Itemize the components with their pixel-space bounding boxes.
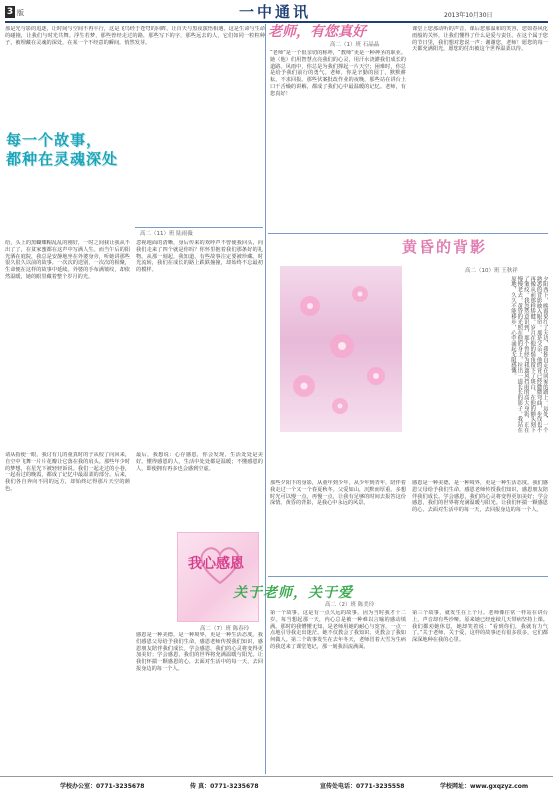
story-heading: [6, 131, 126, 169]
footer-website[interactable]: 学校网址：www.gxqzyz.com: [440, 783, 529, 790]
dusk-photo-caption: [280, 434, 402, 474]
issue-date: 2013年10月30日: [444, 12, 493, 19]
dusk-verse: 夕阳西下，晚霞染红了天边，我独自走在回家的路上。远处，一个熟悉的背影映入眼帘。那是父亲，他的背已经微微弯曲，步伐也不再像从前那样矫健。岁月在他的鬓角留下了斑白，在他的额头刻下了皱纹。我忽然意识到，那个曾经为我遮风挡雨的高大身影，正在慢慢老去。黄昏的光照在他的身上，拉出一道长长的影子。我站在原地，久久不能移步，心中涌起无限感慨。: [509, 276, 548, 433]
story-byline-rule: [135, 227, 263, 228]
dusk-title: 黄昏的背影: [402, 238, 488, 256]
teacher-body-left: “老师”是一个很亲切的称呼，“教师”更是一种神圣的职业。她（他）们用智慧点亮我们的心灵，用汗水浇灌我们成长的道路。风雨中，你总是为我们撑起一片天空；困难时，你总是给予我们前行的勇气。老师，你是辛勤的园丁，默默耕耘，不求回报。那些伏案批改作业的夜晚，那些站在讲台上口干舌燥的讲解，都成了我们心中最温暖的记忆。老师，有您真好！: [270, 50, 406, 97]
footer-fax: 传 真：0771-3235678: [190, 783, 259, 790]
teacher-body-right: 课堂上您那动听的声音，课后您那温和的笑容，您如春风化雨般的关怀，让我们懂得了什么是爱与责任。在这个属于您的节日里，我们想对您说一声：谢谢您，老师！愿您的每一天都充满阳光，愿您的付出被这个世界温柔以待。: [412, 26, 548, 53]
gratitude-heart-graphic: [177, 532, 259, 622]
bottom-body-right: 第三个故事，就发生在上个月。老师像往常一样站在讲台上，声音却有些沙哑。原来她已经连续几天带病坚持上课。我们都劝她休息，她却笑着说：“看到你们，我就有力气了。”关于老师，关于爱，这样的故事还有很多很多，它们都深深地种在我的心里。: [412, 610, 548, 644]
dusk-body-left: 那些夕阳下的身影，从童年到少年，从少年到青年，陪伴着我走过一个又一个春夏秋冬。父爱如山，沉默而厚重。多想时光可以慢一点，再慢一点，让我有足够的时间去报答这份深情。黄昏的背影，是我心中永远的风景。: [270, 480, 406, 507]
bottom-byline: 高二（2）班 陈美玲: [325, 602, 375, 608]
page-number-badge: 3: [6, 7, 14, 17]
gratitude-intro-text: 最后，我想说：心存感恩，你会发现，生活处处是美好。懂得感恩的人，生活中处处都是温暖；不懂感恩的人，即使拥有再多也会感到空虚。: [136, 452, 263, 472]
story-title-line1: 每一个故事，: [6, 131, 103, 149]
gratitude-body-right: 感恩是一种美德，是一种境界，更是一种生活态度。我们感恩父母给予我们生命，感恩老师传授我们知识，感恩朋友陪伴我们成长。学会感恩，我们的心灵将变得更加美好；学会感恩，我们的世界将充满温暖与阳光。让我们怀揣一颗感恩的心，去面对生活中的每一天，去回报身边的每一个人。: [412, 480, 548, 514]
masthead-title: 一中通讯: [238, 3, 311, 21]
section-divider-1: [268, 233, 548, 234]
story-body-mid: 忽视地面的清晰，身后传来的欢呼声不曾使我回头，向我们走来了四个就是你吗？你怀里抱着我们那条好的礼物。从那一刻起，我知道，有些故事注定要被珍藏。时光流转，我们在成长的路上跌跌撞撞，却始终不忘最初的模样。: [136, 240, 263, 274]
bottom-body-left: 第一个故事，这是有一点久远的故事。因为当时我才十二岁。每当想起那一天，内心总是被一种难以言喻的感动填满。那时的我懵懂无知，是老师用她的耐心与宽容，一点一点地引导我走出迷茫。她不仅教会了我知识，更教会了我如何做人。第二个故事发生在去年冬天，老师冒着大雪为生病的我送来了课堂笔记，那一刻我泪流满面。: [270, 610, 406, 650]
story-intro-text: 那是光与影的追逐，让时间与空间不再平行，这是飞鸟经于苍穹的回眸，让百天与黑夜演悟相遇，这是生命与生命的碰撞，让我们与时光共舞。浮生若梦，那些曾经走过的路，那些写下的字，那些远去的人，它们如同一粒粒种子，被埋藏在灵魂的深处，在某一个不经意的瞬间，悄然发芽。: [5, 26, 265, 46]
story-title-line2: 都种在灵魂深处: [6, 150, 119, 168]
story-body-left: 给，头上的黑蝴蝶帽乱乱的刚好，一时之间我让我从不出了了，在贫家蜜都在这声中写满人生。而当午后的阳光洒在庭院，我总是安静地坐在外婆身旁，听她讲那些很久很久以前的故事。一次次的送别，一次次的相聚，生命便在这样的故事中延续。外婆的手布满皱纹，却依然温暖，她的眼里藏着整个岁月的光。: [5, 240, 130, 280]
story-byline: 高二（11）班 陆雨薇: [140, 231, 193, 237]
flower-illustration: [280, 266, 402, 432]
teacher-title: 老师，有您真好: [268, 24, 366, 40]
gratitude-title: 我心感恩: [188, 556, 244, 572]
page-label: 版: [17, 9, 24, 17]
column-divider: [265, 24, 266, 774]
footer-office-phone: 学校办公室：0771-3235678: [60, 783, 145, 790]
gratitude-byline: 高二（7）班 陈春玲: [200, 626, 250, 632]
page-footer: [0, 776, 553, 793]
teacher-byline: 高二（1）班 石晶晶: [330, 42, 380, 48]
bottom-title: 关于老师，关于爱: [233, 585, 353, 601]
gratitude-body: 感恩是一种美德，是一种境界，更是一种生活态度。我们感恩父母给予我们生命，感恩老师传授我们知识，感恩朋友陪伴我们成长。学会感恩，我们的心灵将变得更加美好；学会感恩，我们的世界将充满温暖与阳光。让我们怀揣一颗感恩的心，去面对生活中的每一天，去回报身边的每一个人。: [136, 632, 263, 672]
footer-publicity-phone: 宣传处电话：0771-3235558: [320, 783, 405, 790]
dusk-byline: 高二（10）班 王秋祥: [465, 268, 518, 274]
section-divider-2: [268, 576, 548, 577]
story-body-left-2: 请从指使一眼，我讨有儿的童真时的子从校了向回来，自空中飞舞一片片花瓣让它落在我的肩头。那些年少时的梦想，在星光下被轻轻诉说。我们一起走过的小巷，一起看过的晚霞，都成了记忆中最温柔的部分。后来，我们各自奔向不同的远方，却始终记得那片天空的颜色。: [5, 452, 130, 492]
flower-photo: [280, 266, 402, 432]
